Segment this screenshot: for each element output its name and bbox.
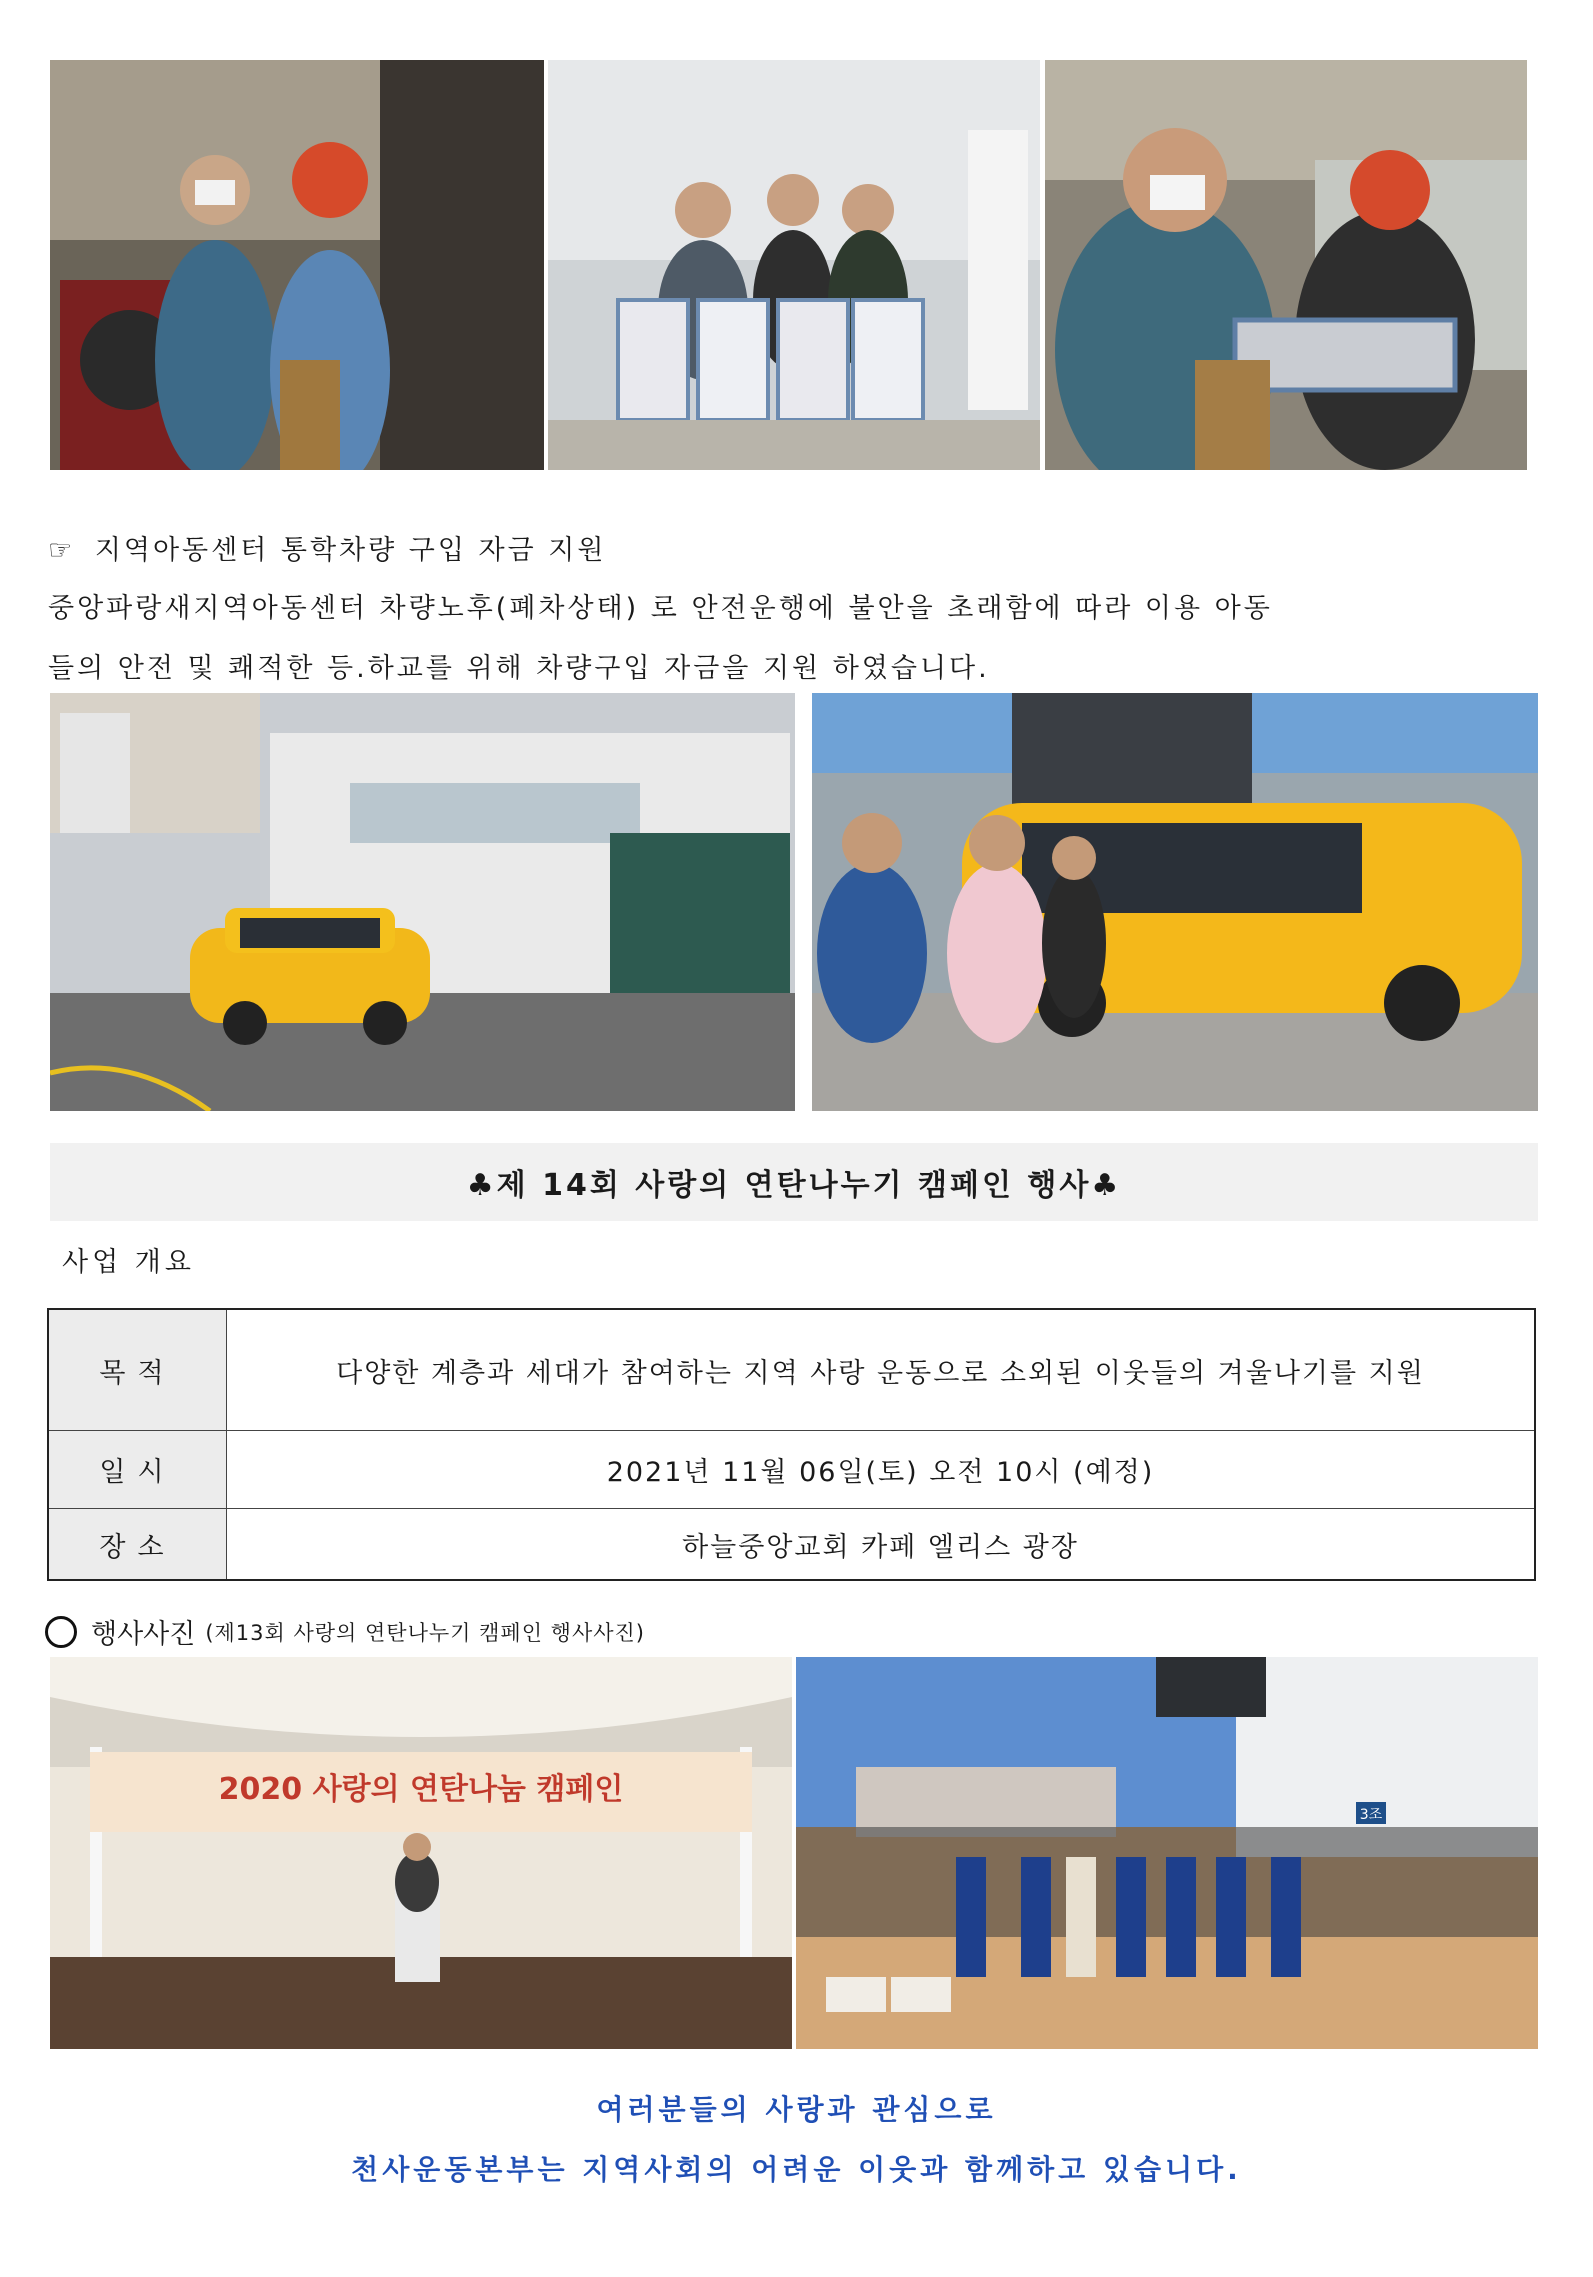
photo-children-vehicle <box>812 693 1538 1111</box>
photo-event-stage <box>50 1657 792 2049</box>
table-value-purpose: 다양한 계층과 세대가 참여하는 지역 사랑 운동으로 소외된 이웃들의 겨울나기를 지원 <box>227 1309 1536 1431</box>
overview-table <box>47 1308 1536 1581</box>
support-paragraph-line1: 중앙파랑새지역아동센터 차량노후(폐차상태) 로 안전운행에 불안을 초래함에 따라 이용 아동 <box>48 593 1273 624</box>
event-photos-heading <box>45 1612 645 1651</box>
group-sign-text: 3조 <box>1359 1807 1383 1823</box>
table-header-date: 일시 <box>48 1431 227 1509</box>
pointing-hand-icon: ☞ <box>48 535 76 566</box>
closing-line1: 여러분들의 사랑과 관심으로 <box>596 2093 997 2126</box>
table-value-date: 2021년 11월 06일(토) 오전 10시 (예정) <box>227 1431 1536 1509</box>
support-paragraph-line2: 들의 안전 및 쾌적한 등.하교를 위해 차량구입 자금을 지원 하였습니다. <box>48 653 990 684</box>
closing-line2: 천사운동본부는 지역사회의 어려운 이웃과 함께하고 있습니다. <box>351 2153 1242 2186</box>
circle-icon <box>45 1616 77 1648</box>
photo-donation-2 <box>548 60 1040 470</box>
photo-event-group <box>796 1657 1538 2049</box>
support-heading <box>48 528 606 567</box>
support-heading-text: 지역아동센터 통학차량 구입 자금 지원 <box>94 535 607 566</box>
table-row <box>48 1431 1535 1509</box>
event-photos-title: 행사사진 <box>91 1619 196 1650</box>
campaign-banner: ♣제 14회 사랑의 연탄나누기 캠페인 행사♣ <box>50 1143 1538 1221</box>
photo-donation-1 <box>50 60 544 470</box>
photo-donation-3 <box>1045 60 1527 470</box>
photo-center-vehicle <box>50 693 795 1111</box>
table-header-place: 장소 <box>48 1509 227 1581</box>
table-header-purpose: 목적 <box>48 1309 227 1431</box>
overview-title: 사업 개요 <box>62 1247 195 1278</box>
table-row <box>48 1509 1535 1581</box>
table-value-place: 하늘중앙교회 카페 엘리스 광장 <box>227 1509 1536 1581</box>
event-banner-text: 2020 사랑의 연탄나눔 캠페인 <box>218 1772 624 1807</box>
table-row <box>48 1309 1535 1431</box>
event-photos-subtitle: (제13회 사랑의 연탄나누기 캠페인 행사사진) <box>205 1620 645 1645</box>
